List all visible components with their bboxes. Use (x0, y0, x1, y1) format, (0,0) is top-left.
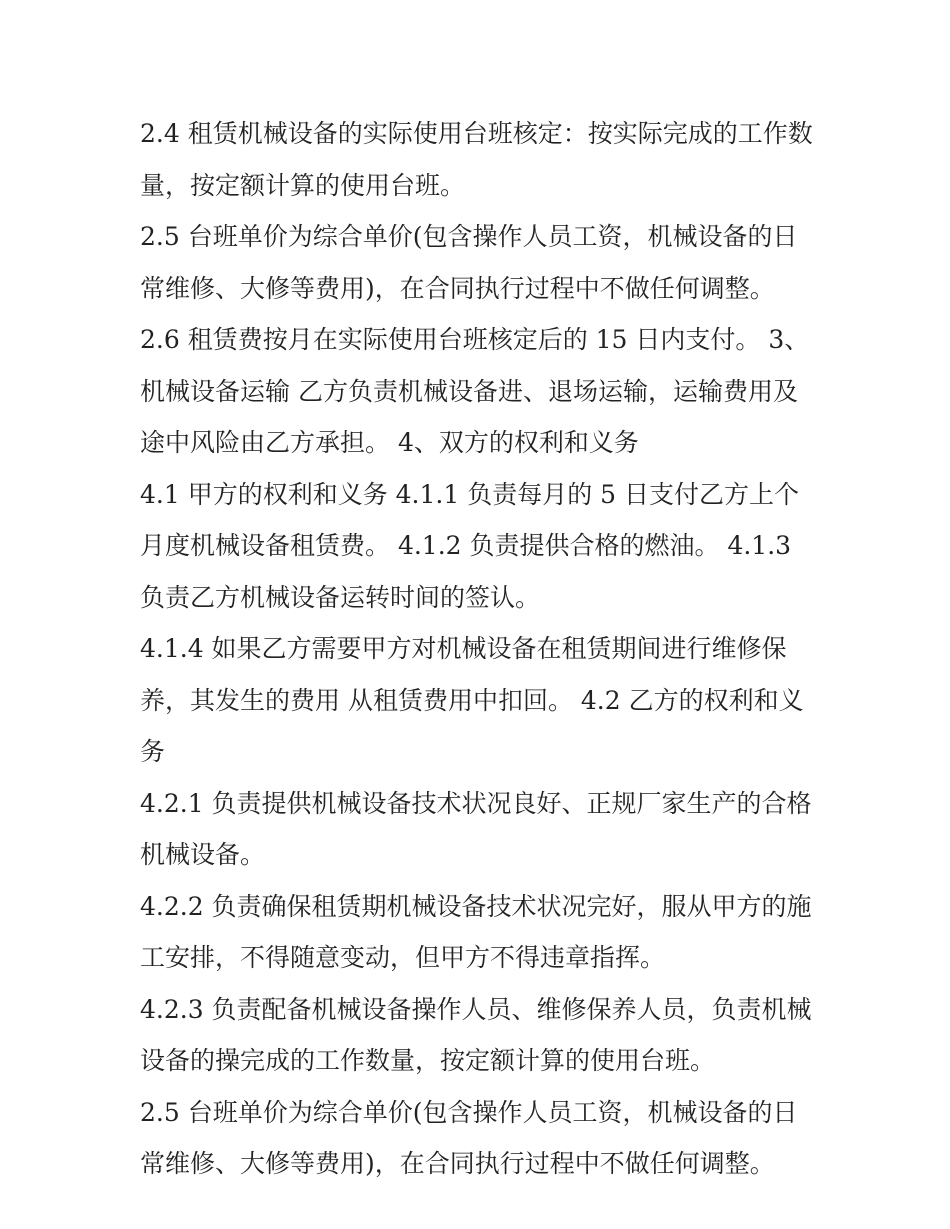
paragraph-4-1: 4.1 甲方的权利和义务 4.1.1 负责每月的 5 日支付乙方上个月度机械设备租赁费。 4.1.2 负责提供合格的燃油。 4.1.3 负责乙方机械设备运转时间的签认。 (140, 479, 800, 612)
paragraph-2-5: 2.5 台班单价为综合单价(包含操作人员工资，机械设备的日常维修、大修等费用)，在合同执行过程中不做任何调整。 (140, 222, 798, 303)
paragraph-2-6: 2.6 租赁费按月在实际使用台班核定后的 15 日内支付。 3、机械设备运输 乙方负责机械设备进、退场运输，运输费用及途中风险由乙方承担。 4、双方的权利和义务 (140, 325, 810, 457)
document-body (140, 108, 820, 1190)
paragraph-4-2-2: 4.2.2 负责确保租赁期机械设备技术状况完好，服从甲方的施工安排，不得随意变动，但甲方不得违章指挥。 (140, 891, 812, 972)
paragraph-4-1-4: 4.1.4 如果乙方需要甲方对机械设备在租赁期间进行维修保养，其发生的费用 从租赁费用中扣回。 4.2 乙方的权利和义务 (140, 634, 804, 766)
paragraph-4-2-3: 4.2.3 负责配备机械设备操作人员、维修保养人员，负责机械设备的操完成的工作数量，按定额计算的使用台班。 (140, 994, 812, 1075)
paragraph-4-2-1: 4.2.1 负责提供机械设备技术状况良好、正规厂家生产的合格机械设备。 (140, 788, 812, 869)
paragraph-2-5-repeat: 2.5 台班单价为综合单价(包含操作人员工资，机械设备的日常维修、大修等费用)，在合同执行过程中不做任何调整。 (140, 1097, 798, 1178)
paragraph-2-4: 2.4 租赁机械设备的实际使用台班核定：按实际完成的工作数量，按定额计算的使用台班。 (140, 119, 813, 200)
